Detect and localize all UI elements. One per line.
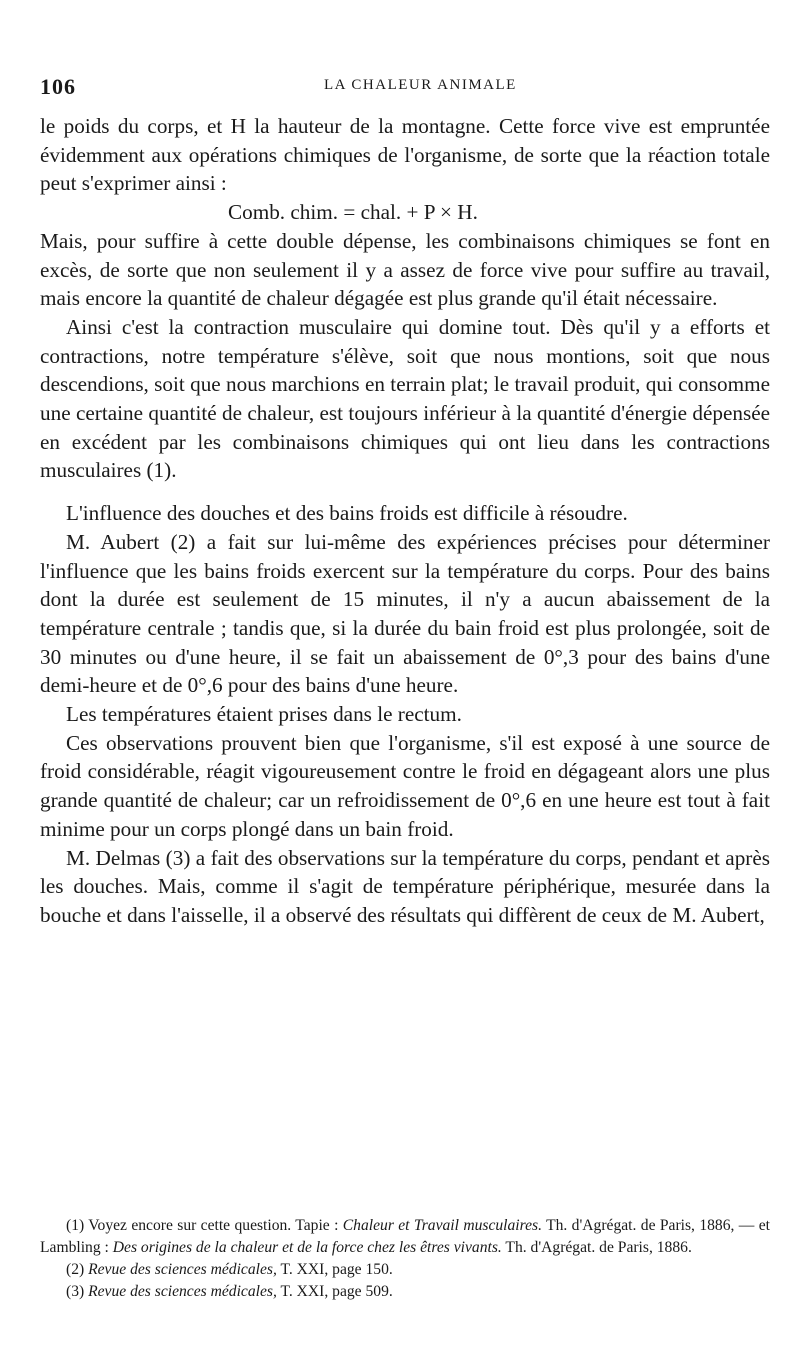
paragraph: Ces observations prouvent bien que l'organisme, s'il est exposé à une source de froid considérable, réagit vigoureusement contre le froid en dégageant alors une plus grande quantité de chaleur; car un refroidissement de 0°,6 en une heure est tout à fait minime pour un corps plongé dans un bain froid.	[40, 730, 770, 841]
footnote-3: (3) Revue des sciences médicales, T. XXI, page 509.	[66, 1283, 393, 1300]
paragraph: M. Aubert (2) a fait sur lui-même des expériences précises pour déterminer l'influence que les bains froids exercent sur la température du corps. Pour des bains dont la durée est seulement de 15 minutes, il n'y a aucun abaissement de la température centrale ; tandis que, si la durée du bain froid est plus prolongée, soit de 30 minutes ou d'une heure, il se fait un abaissement de 0°,3 pour des bains d'une demi-heure et de 0°,6 pour des bains d'une heure.	[40, 529, 770, 698]
body-text	[40, 112, 770, 930]
footnote-1: (1) Voyez encore sur cette question. Tapie : Chaleur et Travail musculaires. Th. d'Agrégat. de Paris, 1886, — et Lambling : Des origines de la chaleur et de la force chez les êtres vivants. Th. d'Agrégat. de Paris, 1886.	[40, 1217, 770, 1256]
paragraph: M. Delmas (3) a fait des observations sur la température du corps, pendant et après les douches. Mais, comme il s'agit de température périphérique, mesurée dans la bouche et dans l'aisselle, il a observé des résultats qui diffèrent de ceux de M. Aubert,	[40, 845, 770, 927]
paragraph: L'influence des douches et des bains froids est difficile à résoudre.	[66, 501, 628, 526]
paragraph: Ainsi c'est la contraction musculaire qui domine tout. Dès qu'il y a efforts et contractions, notre température s'élève, soit que nous montions, soit que nous descendions, soit que nous marchions en terrain plat; le travail produit, qui consomme une certaine quantité de chaleur, est toujours inférieur à la quantité d'énergie dépensée en excédent par les combinaisons chimiques qui ont lieu dans les contractions musculaires (1).	[40, 314, 770, 483]
running-title: LA CHALEUR ANIMALE	[324, 77, 517, 93]
page-number: 106	[40, 74, 76, 99]
footnotes	[40, 1215, 770, 1303]
paragraph: Mais, pour suffire à cette double dépense, les combinaisons chimiques se font en excès, de sorte que non seulement il y a assez de force vive pour suffire au travail, mais encore la quantité de chaleur dégagée est plus grande qu'il était nécessaire.	[40, 228, 770, 311]
page-header	[40, 74, 770, 104]
formula: Comb. chim. = chal. + P × H.	[228, 200, 478, 225]
paragraph: Les températures étaient prises dans le rectum.	[66, 702, 462, 727]
paragraph-continuation: le poids du corps, et H la hauteur de la montagne. Cette force vive est empruntée évidemment aux opérations chimiques de l'organisme, de sorte que la réaction totale peut s'exprimer ainsi :	[40, 114, 770, 196]
footnote-2: (2) Revue des sciences médicales, T. XXI, page 150.	[66, 1261, 393, 1278]
